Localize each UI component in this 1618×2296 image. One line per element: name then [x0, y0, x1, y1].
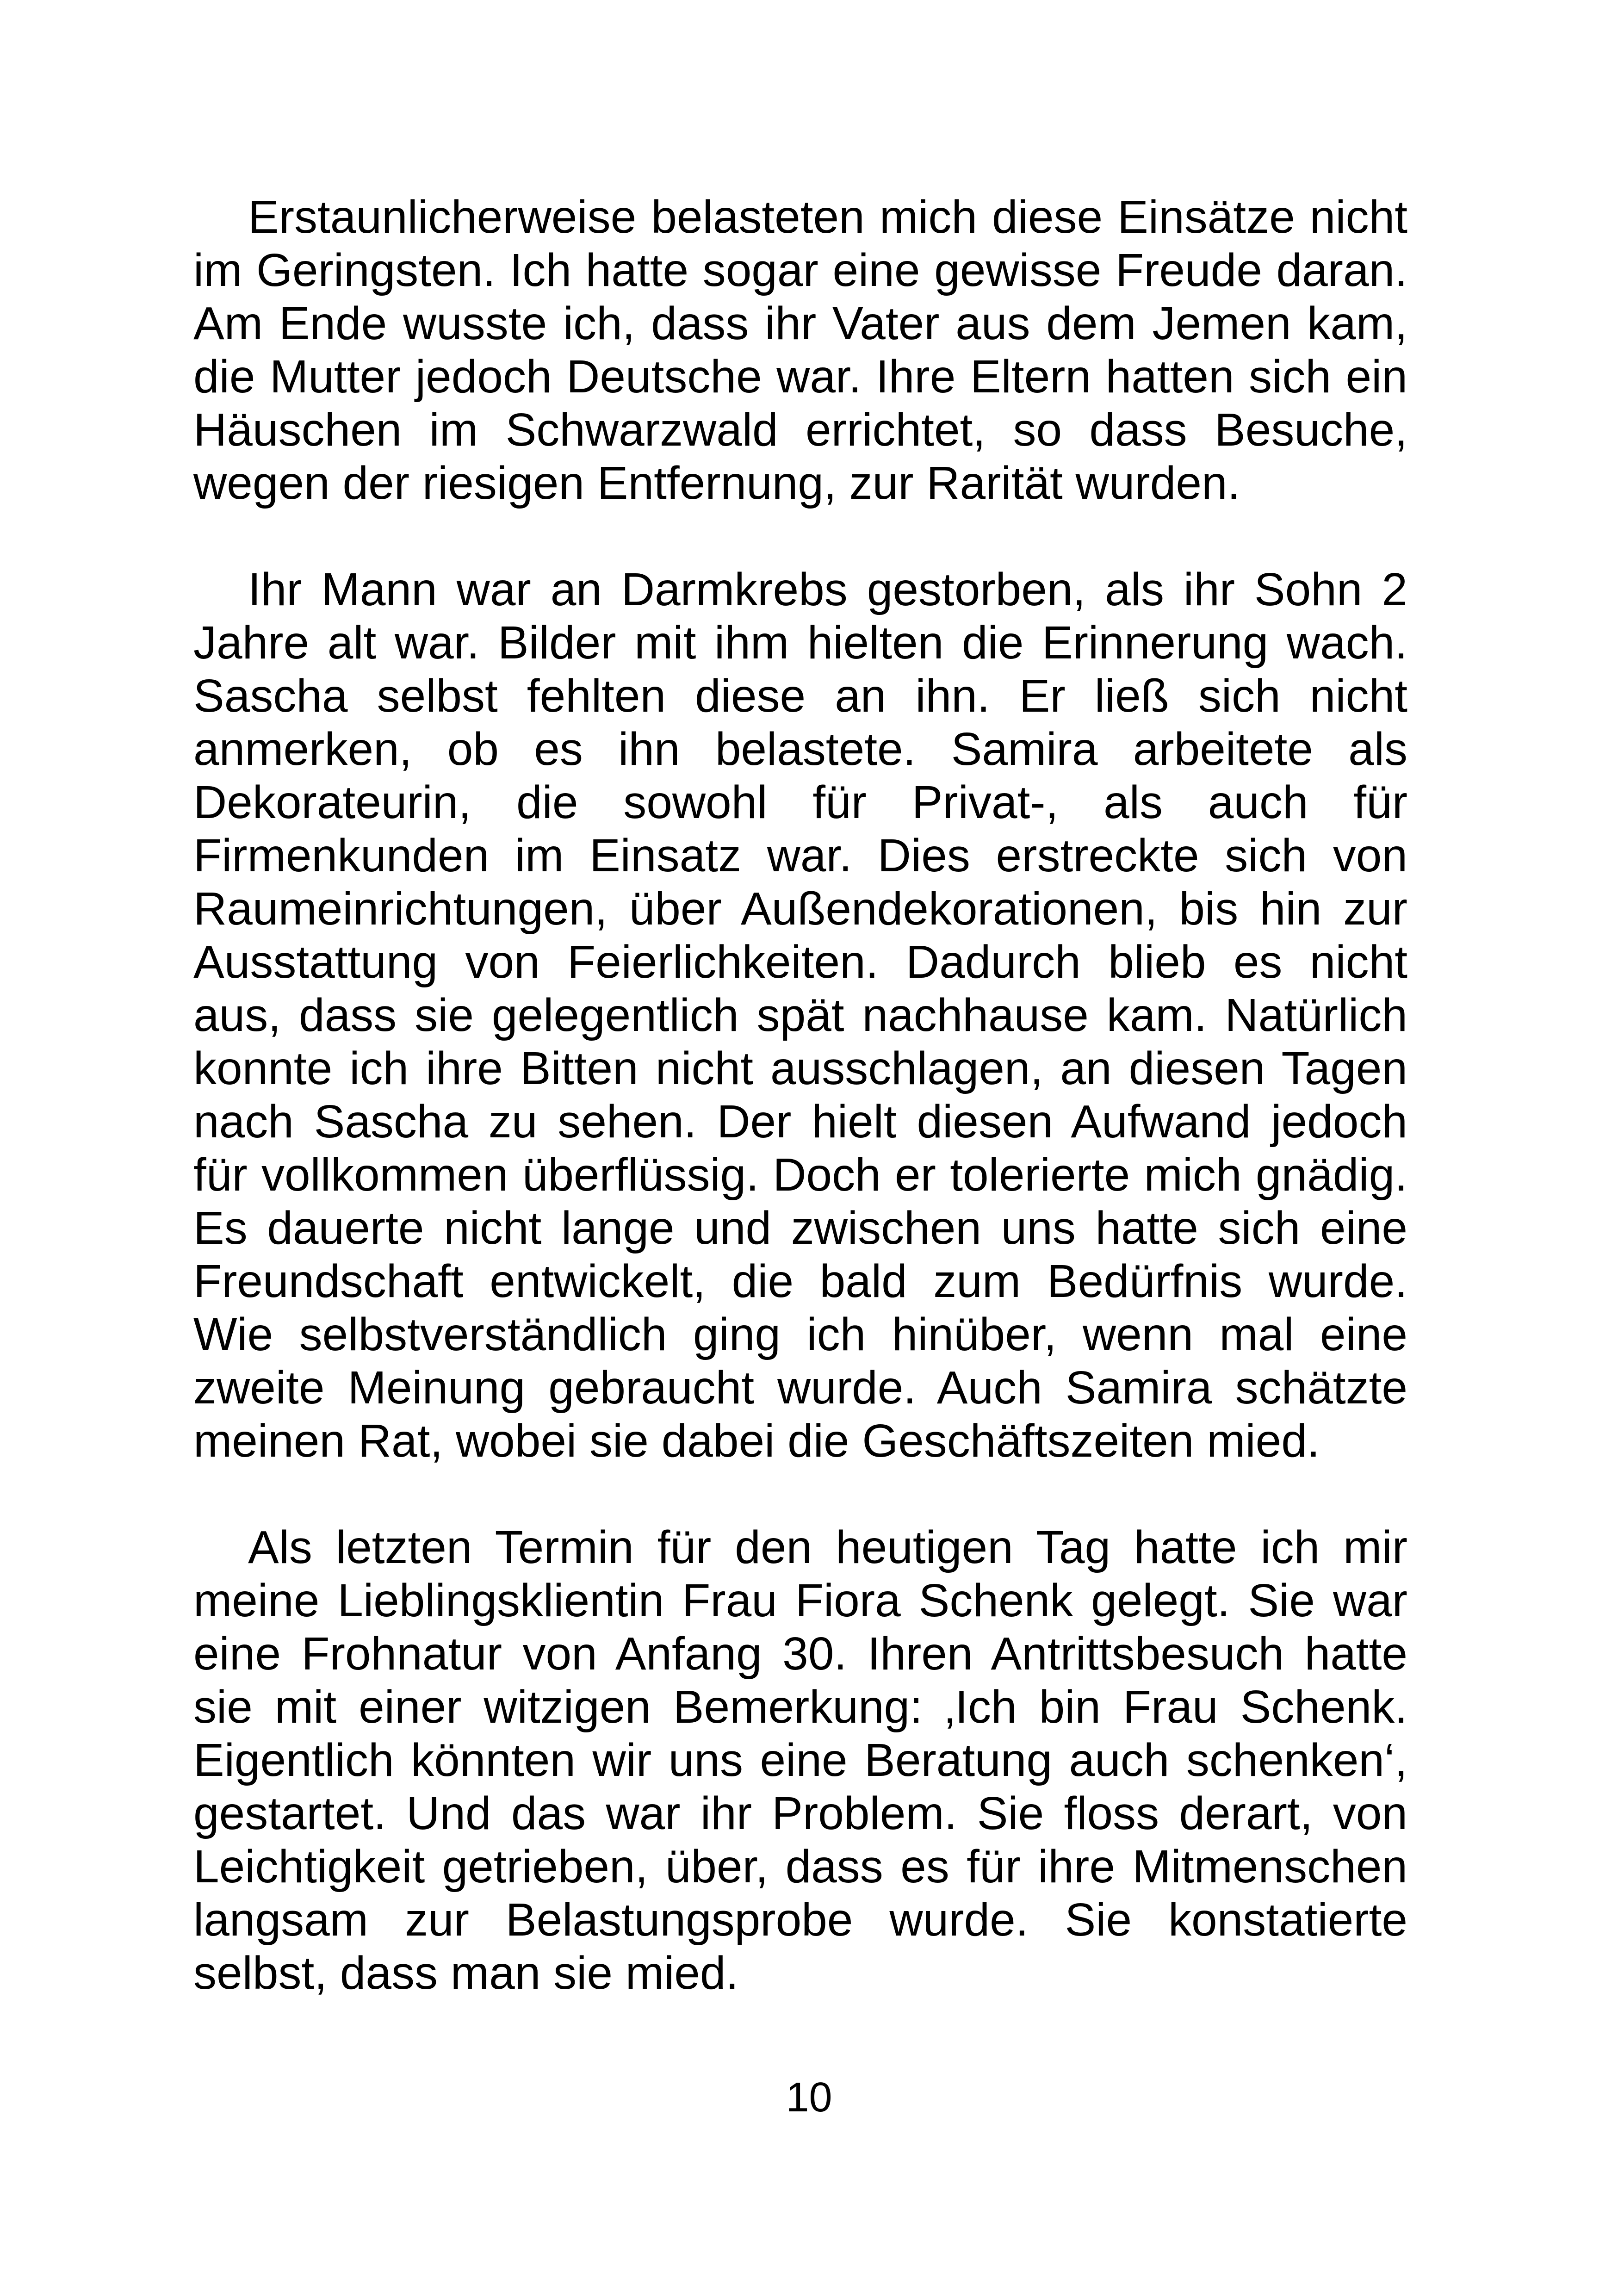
paragraph-3: Als letzten Termin für den heutigen Tag hatte ich mir meine Lieblingsklientin Frau Fiora Schenk gelegt. Sie war eine Frohnatur von Anfang 30. Ihren Antrittsbesuch hatte sie mit einer witzigen Bemerkung: ‚Ich bin Frau Schenk. Eigentlich könnten wir uns eine Beratung auch schenken‘, gestartet. Und das war ihr Problem. Sie floss derart, von Leichtigkeit getrieben, über, dass es für ihre Mitmenschen langsam zur Belastungsprobe wurde. Sie konstatierte selbst, dass man sie mied.	[193, 1521, 1407, 1999]
paragraph-1: Erstaunlicherweise belasteten mich diese Einsätze nicht im Geringsten. Ich hatte sogar eine gewisse Freude daran. Am Ende wusste ich, dass ihr Vater aus dem Jemen kam, die Mutter jedoch Deutsche war. Ihre Eltern hatten sich ein Häuschen im Schwarzwald errichtet, so dass Besuche, wegen der riesigen Entfernung, zur Rarität wurden.	[193, 191, 1407, 509]
paragraph-2: Ihr Mann war an Darmkrebs gestorben, als ihr Sohn 2 Jahre alt war. Bilder mit ihm hielten die Erinnerung wach. Sascha selbst fehlten diese an ihn. Er ließ sich nicht anmerken, ob es ihn belastete. Samira arbeitete als Dekorateurin, die sowohl für Privat-, als auch für Firmenkunden im Einsatz war. Dies erstreckte sich von Raumeinrichtungen, über Außendekorationen, bis hin zur Ausstattung von Feierlichkeiten. Dadurch blieb es nicht aus, dass sie gelegentlich spät nachhause kam. Natürlich konnte ich ihre Bitten nicht ausschlagen, an diesen Tagen nach Sascha zu sehen. Der hielt diesen Aufwand jedoch für vollkommen überflüssig. Doch er tolerierte mich gnädig. Es dauerte nicht lange und zwischen uns hatte sich eine Freundschaft entwickelt, die bald zum Bedürfnis wurde. Wie selbstverständlich ging ich hinüber, wenn mal eine zweite Meinung gebraucht wurde. Auch Samira schätzte meinen Rat, wobei sie dabei die Geschäftszeiten mied.	[193, 564, 1407, 1467]
page-number: 10	[786, 2074, 832, 2121]
body-text	[193, 191, 1407, 2000]
